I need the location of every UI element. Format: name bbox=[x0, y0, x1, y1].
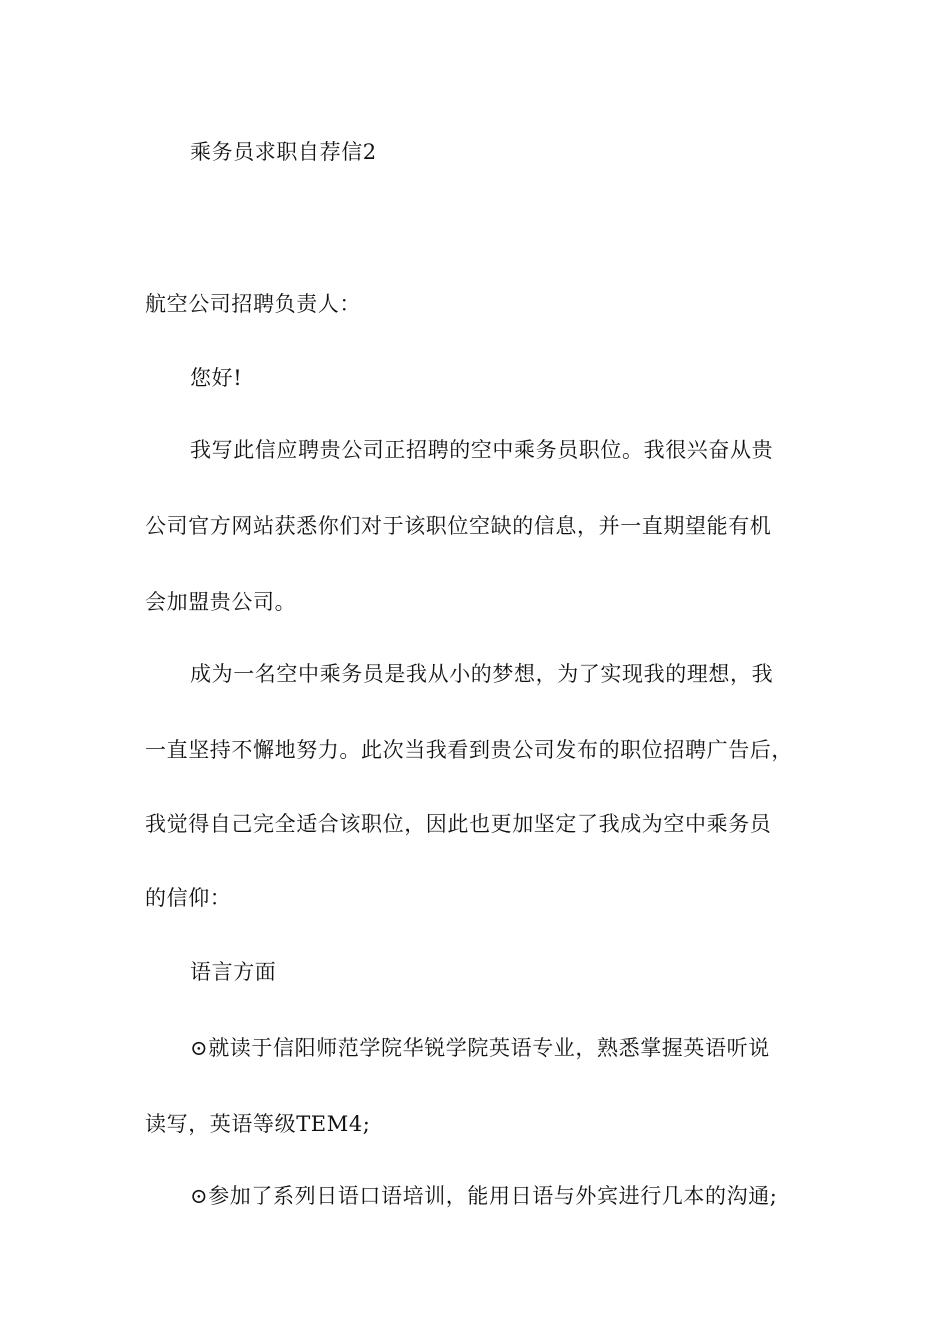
salutation: 航空公司招聘负责人： bbox=[145, 292, 361, 316]
document-title: 乘务员求职自荐信2 bbox=[190, 140, 377, 164]
paragraph-2-line-1: 成为一名空中乘务员是我从小的梦想，为了实现我的理想，我 bbox=[190, 662, 774, 686]
paragraph-1-line-1: 我写此信应聘贵公司正招聘的空中乘务员职位。我很兴奋从贵 bbox=[190, 438, 774, 462]
bullet-1-line-2: 读写，英语等级TEM4; bbox=[145, 1112, 371, 1136]
paragraph-2-line-3: 我觉得自己完全适合该职位，因此也更加坚定了我成为空中乘务员 bbox=[145, 812, 772, 836]
paragraph-2-line-2: 一直坚持不懈地努力。此次当我看到贵公司发布的职位招聘广告后， bbox=[145, 738, 793, 762]
bullet-2-line-1: ⊙参加了系列日语口语培训，能用日语与外宾进行几本的沟通; bbox=[190, 1184, 778, 1208]
section-heading: 语言方面 bbox=[190, 960, 277, 984]
paragraph-1-line-2: 公司官方网站获悉你们对于该职位空缺的信息，并一直期望能有机 bbox=[145, 514, 772, 538]
bullet-1-line-1: ⊙就读于信阳师范学院华锐学院英语专业，熟悉掌握英语听说 bbox=[190, 1036, 770, 1060]
paragraph-1-line-3: 会加盟贵公司。 bbox=[145, 590, 297, 614]
greeting: 您好! bbox=[190, 366, 243, 390]
paragraph-2-line-4: 的信仰： bbox=[145, 886, 232, 910]
